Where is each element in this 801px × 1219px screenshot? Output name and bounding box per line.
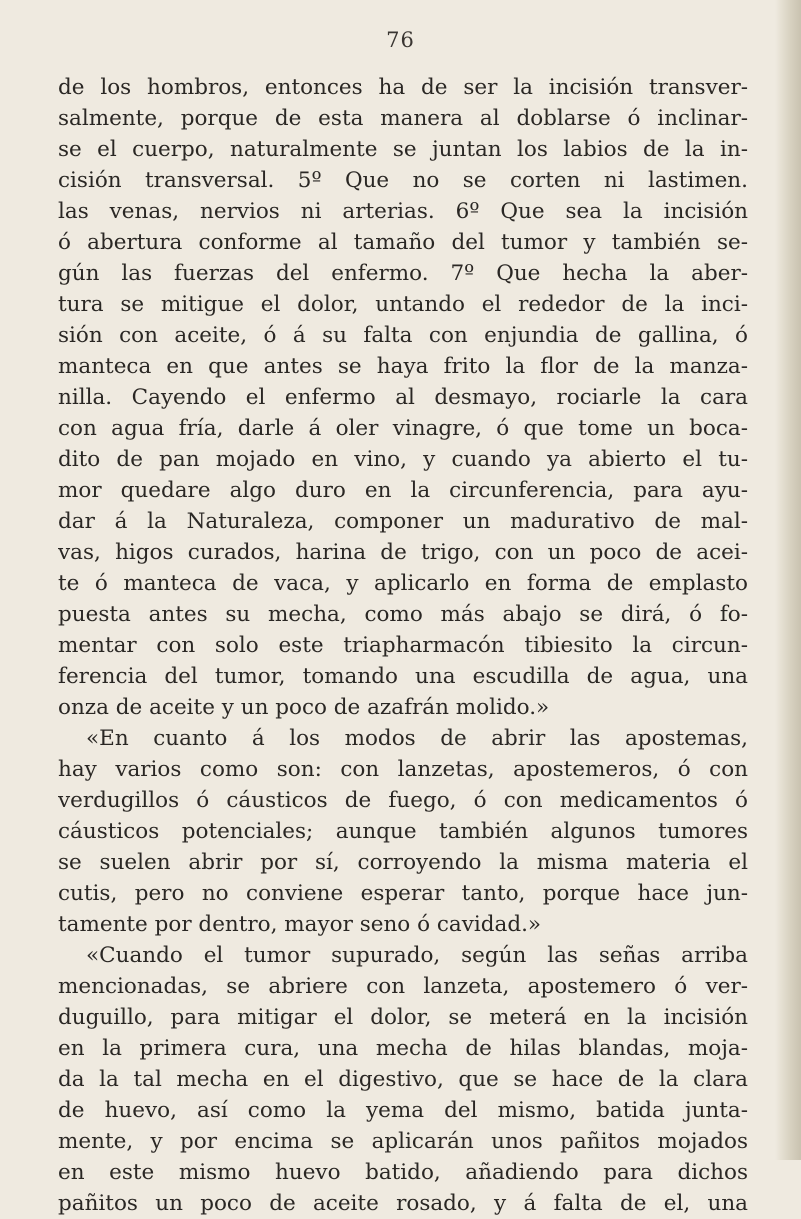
body-text (58, 72, 748, 1219)
text-line: duguillo, para mitigar el dolor, se meterá en la incisión (58, 1005, 748, 1030)
text-line: tamente por dentro, mayor seno ó cavidad.» (58, 912, 542, 937)
text-line: salmente, porque de esta manera al doblarse ó inclinar- (58, 106, 748, 131)
text-line: verdugillos ó cáusticos de fuego, ó con medicamentos ó (58, 788, 748, 813)
page-number: 76 (386, 28, 415, 52)
text-line: cutis, pero no conviene esperar tanto, porque hace jun- (58, 881, 748, 906)
text-line: «En cuanto á los modos de abrir las apostemas, (86, 726, 748, 751)
text-line: te ó manteca de vaca, y aplicarlo en forma de emplasto (58, 571, 748, 596)
text-line: ó abertura conforme al tamaño del tumor y también se- (58, 230, 748, 255)
text-line: gún las fuerzas del enfermo. 7º Que hecha la aber- (58, 261, 748, 286)
text-line: mentar con solo este triapharmacón tibiesito la circun- (58, 633, 748, 658)
text-line: mor quedare algo duro en la circunferencia, para ayu- (58, 478, 748, 503)
text-line: puesta antes su mecha, como más abajo se dirá, ó fo- (58, 602, 748, 627)
text-line: dar á la Naturaleza, componer un madurativo de mal- (58, 509, 748, 534)
text-line: vas, higos curados, harina de trigo, con un poco de acei- (58, 540, 748, 565)
text-line: en la primera cura, una mecha de hilas blandas, moja- (58, 1036, 748, 1061)
text-line: nilla. Cayendo el enfermo al desmayo, rociarle la cara (58, 385, 748, 410)
page-edge-shadow (775, 0, 801, 1160)
text-line: de huevo, así como la yema del mismo, batida junta- (58, 1098, 748, 1123)
text-line: las venas, nervios ni arterias. 6º Que sea la incisión (58, 199, 748, 224)
text-line: se suelen abrir por sí, corroyendo la misma materia el (58, 850, 748, 875)
text-line: tura se mitigue el dolor, untando el rededor de la inci- (58, 292, 748, 317)
text-line: en este mismo huevo batido, añadiendo para dichos (58, 1160, 748, 1185)
text-line: da la tal mecha en el digestivo, que se hace de la clara (58, 1067, 748, 1092)
text-line: «Cuando el tumor supurado, según las señas arriba (86, 943, 748, 968)
text-line: hay varios como son: con lanzetas, apostemeros, ó con (58, 757, 748, 782)
text-line: mente, y por encima se aplicarán unos pañitos mojados (58, 1129, 748, 1154)
text-line: dito de pan mojado en vino, y cuando ya abierto el tu- (58, 447, 748, 472)
text-line: pañitos un poco de aceite rosado, y á falta de el, una (58, 1191, 748, 1216)
text-line: cáusticos potenciales; aunque también algunos tumores (58, 819, 748, 844)
text-line: sión con aceite, ó á su falta con enjundia de gallina, ó (58, 323, 748, 348)
text-line: con agua fría, darle á oler vinagre, ó que tome un boca- (58, 416, 748, 441)
text-line: mencionadas, se abriere con lanzeta, apostemero ó ver- (58, 974, 748, 999)
text-line: manteca en que antes se haya frito la flor de la manza- (58, 354, 748, 379)
text-line: cisión transversal. 5º Que no se corten ni lastimen. (58, 168, 748, 193)
text-line: onza de aceite y un poco de azafrán molido.» (58, 695, 550, 720)
text-line: de los hombros, entonces ha de ser la incisión transver- (58, 75, 748, 100)
text-line: ferencia del tumor, tomando una escudilla de agua, una (58, 664, 748, 689)
text-line: se el cuerpo, naturalmente se juntan los labios de la in- (58, 137, 748, 162)
